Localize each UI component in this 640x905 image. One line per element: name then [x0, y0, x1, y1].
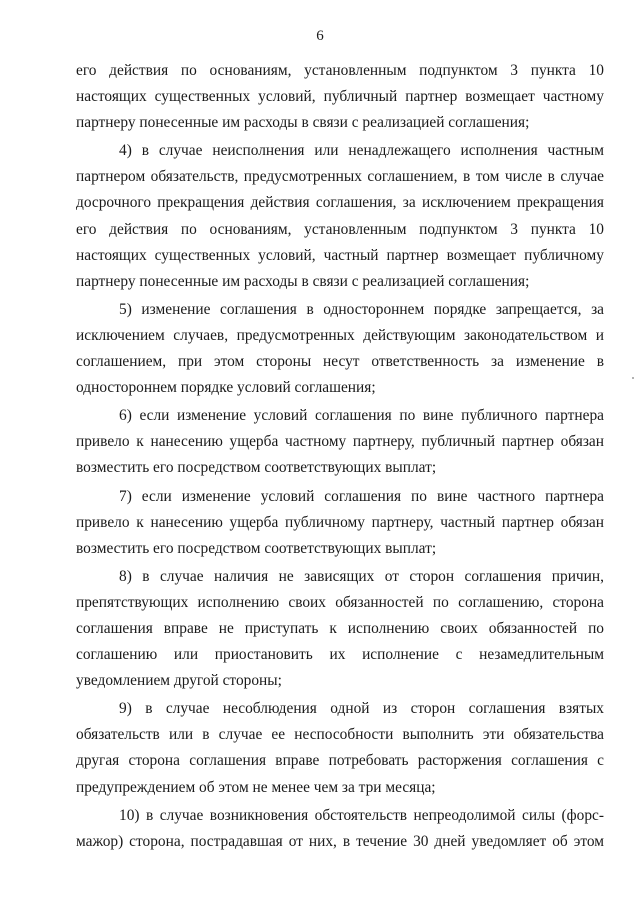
paragraph-item-7: 7) если изменение условий соглашения по вине частного партнера привело к нанесению ущерба публичному партнеру, частный партнер обязан возместить его посредством соответствующих выплат; — [76, 487, 604, 557]
scan-speck — [632, 377, 634, 379]
paragraph-item-9: 9) в случае несоблюдения одной из сторон соглашения взятых обязательств или в случае ее неспособности выполнить эти обязательства другая сторона соглашения вправе потребовать расторжения соглашения с предупреждением об этом не менее чем за три месяца; — [76, 700, 604, 796]
paragraph-item-10: 10) в случае возникновения обстоятельств непреодолимой силы (форс-мажор) сторона, пострадавшая от них, в течение 30 дней уведомляет об этом — [76, 806, 604, 850]
paragraph-item-4: 4) в случае неисполнения или ненадлежащего исполнения частным партнером обязательств, предусмотренных соглашением, в том числе в случае досрочного прекращения действия соглашения, за исключением прекращения его действия по основаниям, установленным подпунктом 3 пункта 10 настоящих существенных условий, частный партнер возмещает публичному партнеру понесенные им расходы в связи с реализацией соглашения; — [76, 142, 604, 290]
paragraph-item-5: 5) изменение соглашения в одностороннем порядке запрещается, за исключением случаев, предусмотренных действующим законодательством и соглашением, при этом стороны несут ответственность за изменение в одностороннем порядке условий соглашения; — [76, 300, 604, 397]
paragraph-item-6: 6) если изменение условий соглашения по вине публичного партнера привело к нанесению ущерба частному партнеру, публичный партнер обязан возместить его посредством соответствующих выплат; — [76, 407, 604, 477]
paragraph-item-8: 8) в случае наличия не зависящих от сторон соглашения причин, препятствующих исполнению своих обязанностей по соглашению, сторона соглашения вправе не приступать к исполнению своих обязанностей по соглашению или приостановить их исполнение с незамедлительным уведомлением другой стороны; — [76, 567, 604, 690]
document-body — [76, 58, 604, 857]
page-number: 6 — [316, 28, 324, 44]
paragraph-continuation: его действия по основаниям, установленным подпунктом 3 пункта 10 настоящих существенных условий, публичный партнер возмещает частному партнеру понесенные им расходы в связи с реализацией соглашения; — [76, 62, 604, 132]
